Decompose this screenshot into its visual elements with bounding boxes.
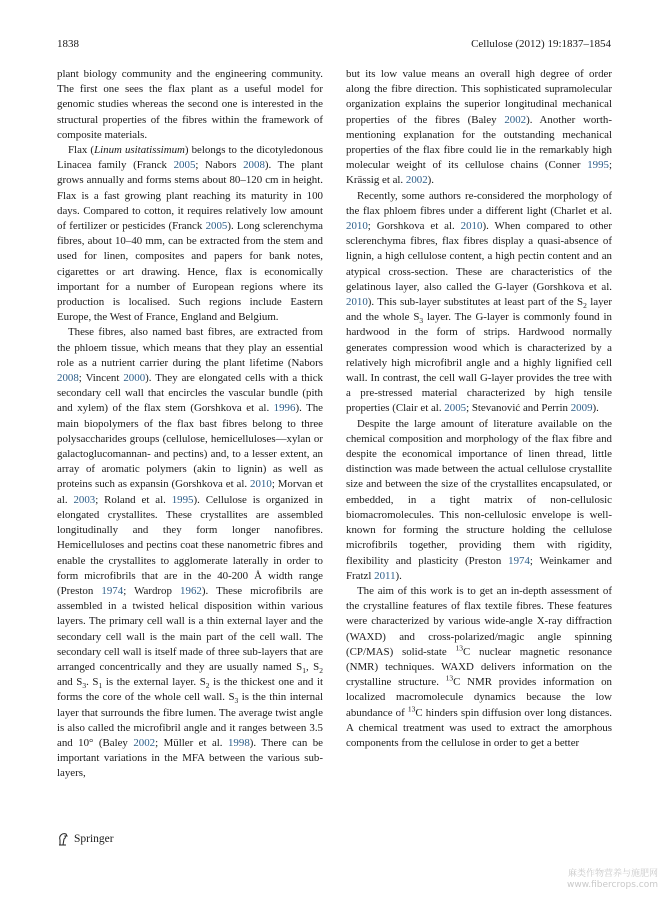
citation-link[interactable]: 1974 [508, 554, 530, 567]
citation-link[interactable]: 2008 [243, 159, 265, 172]
paragraph: plant biology community and the engineering community. The first one sees the flax plant as a useful model for genomic studies whereas the second one is interested in the structural properties of the fibres within the framework of composite materials. [57, 68, 323, 141]
paragraph: The aim of this work is to get an in-depth assessment of the crystalline features of flax textile fibres. These features were characterized by various wide-angle X-ray diffraction (WAXD) and cross-polarized/magic angle spinning (CP/MAS) solid-state $^{13}$C nuclear magnetic resonance (NMR) techniques. WAXD delivers information on the crystalline structure. $^{13}$C NMR provides information on localized macromolecule dynamics because the low abundance of $^{13}$C hinders spin diffusion over long distances. A chemical treatment was used to extract the amorphous components from the cellulose in order to get a better [346, 584, 612, 749]
paragraph: Recently, some authors re-considered the morphology of the flax phloem fibres under a different light (Charlet et al. 2010; Gorshkova et al. 2010). When compared to other sclerenchyma fibres, flax fibres display a quasi-absence of lignin, a high cellulose content, a high pectin content and an atypical cross-section. These are characteristics of the gelatinous layer, also called the G-layer (Gorshkova et al. 2010). This sub-layer substitutes at least part of the $S_2$ layer and the whole $S_3$ layer. The G-layer is commonly found in hardwood in the form of strips. Hardwood normally generates compression wood which is characterized by a relatively high microfibril angle and a highly lignified cell wall. In contrast, the cell wall G-layer provides the tree with a pre-stressed material characterized by high tensile properties (Clair et al. 2005; Stevanović and Perrin 2009). [346, 189, 612, 415]
citation-link[interactable]: 1962 [180, 584, 202, 597]
citation-link[interactable]: 1995 [587, 159, 609, 172]
citation-link[interactable]: 2009 [570, 402, 593, 415]
right-column [346, 67, 612, 751]
citation-link[interactable]: 2002 [504, 113, 527, 126]
citation-link[interactable]: 1995 [171, 493, 194, 506]
citation-link[interactable]: 2010 [346, 296, 368, 309]
page-header [57, 38, 611, 50]
publisher-name: Springer [74, 833, 114, 845]
citation-link[interactable]: 2005 [205, 220, 228, 233]
paragraph: Flax (Linum usitatissimum) belongs to the dicotyledonous Linacea family (Franck 2005; Nabors 2008). The plant grows annually and forms stems about 80–120 cm in height. Flax is a fast growing plant reaching its maturity in 100 days. Compared to cotton, it requires relatively low amount of fertilizer or pesticides (Franck 2005). Long sclerenchyma fibres, about 10–40 mm, can be extracted from the stem and used for linen, composites and papers for bank notes, cigarettes or art drawing. Hence, flax is economically important for a number of European regions where its production is localised. Such regions include Eastern Europe, the West of France, England and Belgium. [57, 144, 323, 324]
page-footer [57, 832, 114, 846]
citation-link[interactable]: 2000 [123, 372, 146, 385]
citation-link[interactable]: 1998 [227, 736, 250, 749]
citation-link[interactable]: 2003 [73, 493, 96, 506]
page-number: 1838 [57, 38, 79, 50]
citation-link[interactable]: 2010 [346, 220, 368, 233]
paragraph: Despite the large amount of literature available on the chemical composition and morphology of the flax fibre and despite the economical importance of linen thread, little distinction was made between the actual cellulose crystallite size and between the size of the crystallites encapsulated, or embedded, in a tight matrix of non-cellulosic biomacromolecules. This non-cellulosic envelope is well-known for forming the structure holding the cellulose microfibrils together, providing them with rigidity, flexibility and plasticity (Preston 1974; Weinkamer and Fratzl 2011). [346, 417, 612, 582]
citation-link[interactable]: 2010 [250, 478, 272, 491]
site-watermark: 麻类作物营养与施肥网 www.fibercrops.com [567, 869, 658, 890]
citation-link[interactable]: 2005 [173, 159, 196, 172]
citation-link[interactable]: 2008 [57, 372, 79, 385]
citation-link[interactable]: 1996 [273, 402, 296, 415]
left-column [57, 67, 323, 782]
citation-link[interactable]: 2002 [405, 174, 428, 187]
citation-link[interactable]: 1974 [101, 584, 124, 597]
citation-link[interactable]: 2002 [133, 736, 156, 749]
paragraph: These fibres, also named bast fibres, are extracted from the phloem tissue, which means that they play an essential role as a nutrient carrier during the plant lifetime (Nabors 2008; Vincent 2000). They are elongated cells with a thick secondary cell wall that encircles the vascular bundle (pith and xylem) of the flax stem (Gorshkova et al. 1996). The main biopolymers of the flax bast fibres belong to three polysaccharides groups (cellulose, hemicelluloses—xylan or galactoglucomannan- and pectins) and, to a lesser extent, an array of aromatic polymers (akin to lignin) as well as proteins such as expansin (Gorshkova et al. 2010; Morvan et al. 2003; Roland et al. 1995). Cellulose is organized in elongated crystallites. These crystallites are assembled longitudinally and they form longer nanofibres. Hemicelluloses and pectins coat these nanometric fibres and enable the crystallites to agglomerate laterally in order to form microfibrils that are in the 40-200 Å width range (Preston 1974; Wardrop 1962). These microfibrils are assembled in a twisted helical disposition within various layers. The primary cell wall is a thin external layer and the secondary cell wall is the main part of the cell wall. The secondary cell wall is itself made of three sub-layers that are arranged concentrically and they are usually named $S_1$, $S_2$ and $S_3$. $S_1$ is the external layer. $S_2$ is the thickest one and it forms the core of the whole cell wall. $S_3$ is the thin internal layer that surrounds the fibre lumen. The average twist angle is also called the microfibril angle and it ranges between 3.5 and 10° (Baley 2002; Müller et al. 1998). There can be important variations in the MFA between the various sub-layers, [57, 326, 324, 780]
citation-link[interactable]: 2011 [374, 569, 396, 582]
journal-reference: Cellulose (2012) 19:1837–1854 [471, 38, 611, 50]
species-name: Linum usitatissimum [94, 144, 185, 157]
paragraph: but its low value means an overall high degree of order along the fibre direction. This sophisticated supramolecular organization explains the superior longitudinal mechanical properties of the fibres (Baley 2002). Another worth-mentioning explanation for the outstanding mechanical properties of the flax fibre could lie in the remarkably high molecular weight of its cellulose chains (Conner 1995; Krässig et al. 2002). [346, 68, 612, 187]
springer-horse-icon [57, 832, 70, 846]
citation-link[interactable]: 2005 [444, 402, 467, 415]
citation-link[interactable]: 2010 [460, 220, 483, 233]
